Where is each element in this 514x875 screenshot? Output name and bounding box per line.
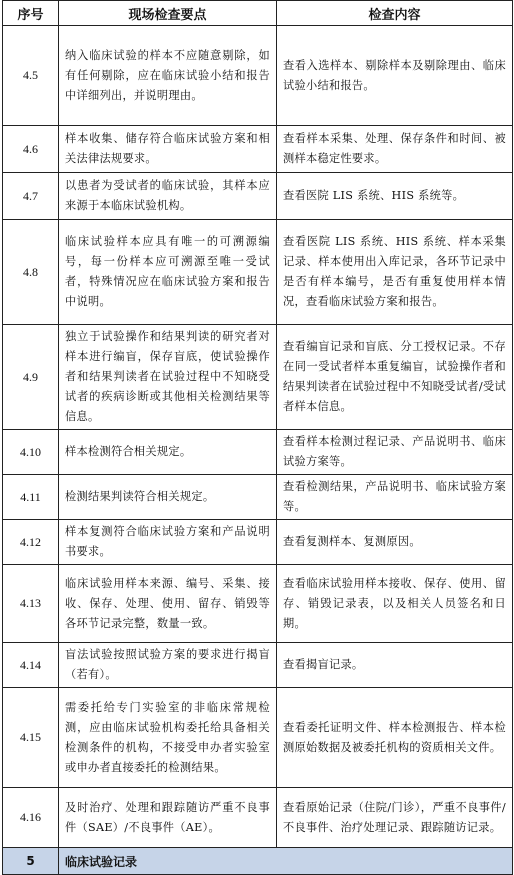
row-no: 4.11 xyxy=(3,475,59,520)
row-content: 查看医院 LIS 系统、HIS 系统等。 xyxy=(277,173,513,220)
table-row xyxy=(3,788,513,848)
row-point: 以患者为受试者的临床试验，其样本应来源于本临床试验机构。 xyxy=(59,173,277,220)
section-row xyxy=(3,848,513,875)
row-no: 4.9 xyxy=(3,325,59,430)
row-no: 4.16 xyxy=(3,788,59,848)
inspection-table xyxy=(2,0,513,875)
row-point: 纳入临床试验的样本不应随意剔除，如有任何剔除，应在临床试验小结和报告中详细列出，并说明理由。 xyxy=(59,26,277,126)
row-content: 查看编盲记录和盲底、分工授权记录。不存在同一受试者样本重复编盲，试验操作者和结果判读者在试验过程中不知晓受试者/受试者样本信息。 xyxy=(277,325,513,430)
row-no: 4.10 xyxy=(3,430,59,475)
row-no: 4.12 xyxy=(3,520,59,565)
row-no: 4.5 xyxy=(3,26,59,126)
row-no: 4.13 xyxy=(3,565,59,643)
row-point: 临床试验用样本来源、编号、采集、接收、保存、处理、使用、留存、销毁等各环节记录完整，数量一致。 xyxy=(59,565,277,643)
table-header-row xyxy=(3,1,513,26)
table-row xyxy=(3,475,513,520)
row-content: 查看入选样本、剔除样本及剔除理由、临床试验小结和报告。 xyxy=(277,26,513,126)
row-content: 查看医院 LIS 系统、HIS 系统、样本采集记录、样本使用出入库记录，各环节记录中是否有样本编号，是否有重复使用样本情况，查看临床试验方案和报告。 xyxy=(277,220,513,325)
row-content: 查看原始记录（住院/门诊），严重不良事件/不良事件、治疗处理记录、跟踪随访记录。 xyxy=(277,788,513,848)
header-point: 现场检查要点 xyxy=(59,1,277,26)
table-row xyxy=(3,220,513,325)
table-row xyxy=(3,688,513,788)
row-no: 4.14 xyxy=(3,643,59,688)
table-row xyxy=(3,520,513,565)
row-no: 4.8 xyxy=(3,220,59,325)
section-no: 5 xyxy=(3,848,59,875)
header-content: 检查内容 xyxy=(277,1,513,26)
row-point: 样本收集、储存符合临床试验方案和相关法律法规要求。 xyxy=(59,126,277,173)
table-row xyxy=(3,325,513,430)
row-content: 查看样本检测过程记录、产品说明书、临床试验方案等。 xyxy=(277,430,513,475)
row-point: 需委托给专门实验室的非临床常规检测，应由临床试验机构委托给具备相关检测条件的机构，不接受申办者实验室或申办者直接委托的检测结果。 xyxy=(59,688,277,788)
table-row xyxy=(3,565,513,643)
header-no: 序号 xyxy=(3,1,59,26)
row-no: 4.15 xyxy=(3,688,59,788)
row-content: 查看委托证明文件、样本检测报告、样本检测原始数据及被委托机构的资质相关文件。 xyxy=(277,688,513,788)
row-point: 盲法试验按照试验方案的要求进行揭盲（若有）。 xyxy=(59,643,277,688)
row-point: 样本复测符合临床试验方案和产品说明书要求。 xyxy=(59,520,277,565)
row-content: 查看揭盲记录。 xyxy=(277,643,513,688)
row-point: 样本检测符合相关规定。 xyxy=(59,430,277,475)
row-content: 查看临床试验用样本接收、保存、使用、留存、销毁记录表，以及相关人员签名和日期。 xyxy=(277,565,513,643)
row-point: 临床试验样本应具有唯一的可溯源编号，每一份样本应可溯源至唯一受试者，特殊情况应在临床试验方案和报告中说明。 xyxy=(59,220,277,325)
table-row xyxy=(3,126,513,173)
row-point: 检测结果判读符合相关规定。 xyxy=(59,475,277,520)
row-no: 4.6 xyxy=(3,126,59,173)
table-row xyxy=(3,643,513,688)
table-row xyxy=(3,173,513,220)
row-content: 查看样本采集、处理、保存条件和时间、被测样本稳定性要求。 xyxy=(277,126,513,173)
row-no: 4.7 xyxy=(3,173,59,220)
row-content: 查看复测样本、复测原因。 xyxy=(277,520,513,565)
table-row xyxy=(3,430,513,475)
row-content: 查看检测结果，产品说明书、临床试验方案等。 xyxy=(277,475,513,520)
row-point: 独立于试验操作和结果判读的研究者对样本进行编盲，保存盲底，使试验操作者和结果判读者在试验过程中不知晓受试者的疾病诊断或其他相关检测结果等信息。 xyxy=(59,325,277,430)
row-point: 及时治疗、处理和跟踪随访严重不良事件（SAE）/不良事件（AE）。 xyxy=(59,788,277,848)
table-row xyxy=(3,26,513,126)
section-title: 临床试验记录 xyxy=(59,848,513,875)
